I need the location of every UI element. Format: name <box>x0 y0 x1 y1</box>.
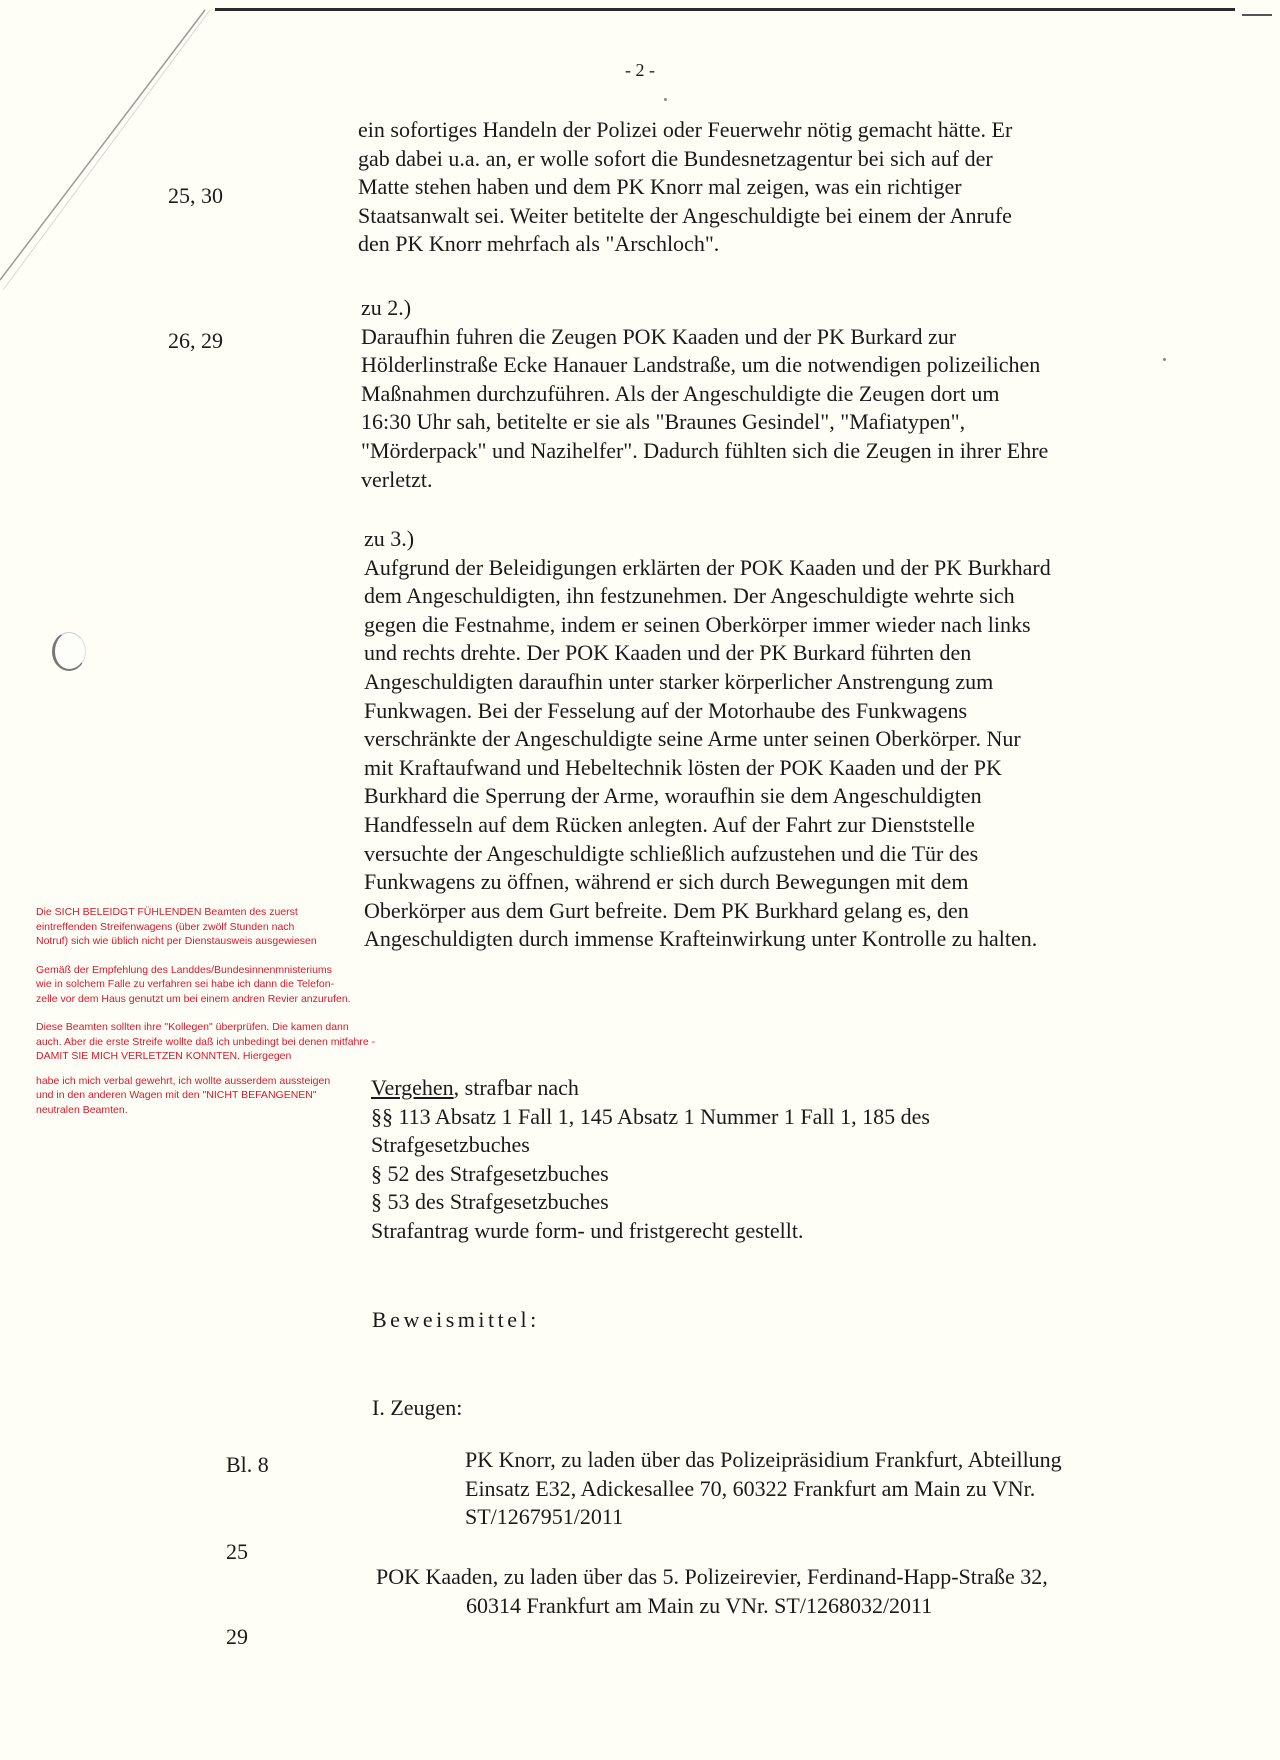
text-line: § 53 des Strafgesetzbuches <box>371 1189 609 1215</box>
text-line: Strafgesetzbuches <box>371 1132 530 1158</box>
text-line: 60314 Frankfurt am Main zu VNr. ST/1268032/2011 <box>466 1592 933 1618</box>
witness-entry <box>376 1563 1048 1620</box>
text-line: Handfesseln auf dem Rücken anlegten. Auf der Fahrt zur Dienststelle <box>364 811 975 837</box>
text-line: Maßnahmen durchzuführen. Als der Angeschuldigte die Zeugen dort um <box>361 380 1000 406</box>
text-line: und rechts drehte. Der POK Kaaden und der PK Burkard führten den <box>364 640 972 666</box>
red-annotation <box>36 905 376 1117</box>
text-line: §§ 113 Absatz 1 Fall 1, 145 Absatz 1 Nummer 1 Fall 1, 185 des <box>371 1103 930 1129</box>
section-heading: zu 2.) <box>361 295 412 320</box>
section-1-text <box>358 116 1012 259</box>
margin-reference: 25, 30 <box>168 183 223 208</box>
text-line: 16:30 Uhr sah, betitelte er sie als "Braunes Gesindel", "Mafiatypen", <box>361 409 966 435</box>
text-line: Burkhard die Sperrung der Arme, woraufhin sie dem Angeschuldigten <box>364 783 982 809</box>
scan-speck <box>1163 358 1166 361</box>
annotation-line: zelle vor dem Haus genutzt um bei einem andren Revier anzurufen. <box>36 992 351 1005</box>
annotation-line: Diese Beamten sollten ihre "Kollegen" überprüfen. Die kamen dann <box>36 1021 349 1033</box>
text-line: Funkwagens zu öffnen, während er sich durch Bewegungen mit dem <box>364 869 969 895</box>
margin-reference: 26, 29 <box>168 328 223 353</box>
text-line: verschränkte der Angeschuldigte seine Arme unter seinen Oberkörper. Nur <box>364 726 1021 752</box>
annotation-line: habe ich mich verbal gewehrt, ich wollte ausserdem aussteigen <box>36 1074 331 1087</box>
scan-edge-right <box>1242 14 1272 16</box>
text-line: "Mörderpack" und Nazihelfer". Dadurch fühlten sich die Zeugen in ihrer Ehre <box>361 437 1049 463</box>
annotation-line: DAMIT SIE MICH VERLETZEN KONNTEN. Hiergegen <box>36 1050 292 1062</box>
text-line: verletzt. <box>361 466 433 492</box>
beweismittel-heading: Beweismittel: <box>372 1307 540 1332</box>
margin-reference: 29 <box>226 1624 248 1649</box>
vergehen-term: Vergehen <box>371 1075 454 1100</box>
annotation-line: Gemäß der Empfehlung des Landdes/Bundesinnenmnisteriums <box>36 963 332 976</box>
witness-reference: Bl. 8 <box>226 1452 269 1477</box>
annotation-line: Die SICH BELEIDGT FÜHLENDEN Beamten des zuerst <box>36 906 298 918</box>
text-line: Angeschuldigten daraufhin unter starker körperlicher Anstrengung zum <box>364 668 994 694</box>
witness-reference: 25 <box>226 1539 248 1564</box>
annotation-line: wie in solchem Falle zu verfahren sei habe ich dann die Telefon- <box>36 978 335 990</box>
text-line: Matte stehen haben und dem PK Knorr mal zeigen, was ein richtiger <box>358 174 962 200</box>
section-3-text <box>364 525 1051 954</box>
text-line: den PK Knorr mehrfach als "Arschloch". <box>358 231 720 257</box>
zeugen-heading: I. Zeugen: <box>372 1395 463 1420</box>
legal-block <box>371 1074 930 1246</box>
text-line: gegen die Festnahme, indem er seinen Oberkörper immer wieder nach links <box>364 611 1031 637</box>
text-line: versuchte der Angeschuldigte schließlich aufzustehen und die Tür des <box>364 840 979 866</box>
annotation-line: neutralen Beamten. <box>36 1103 128 1116</box>
text-line: Hölderlinstraße Ecke Hanauer Landstraße, um die notwendigen polizeilichen <box>361 352 1041 378</box>
text-line: gab dabei u.a. an, er wolle sofort die Bundesnetzagentur bei sich auf der <box>358 145 993 171</box>
text-line: POK Kaaden, zu laden über das 5. Polizeirevier, Ferdinand-Happ-Straße 32, <box>376 1564 1048 1589</box>
text-line: Staatsanwalt sei. Weiter betitelte der Angeschuldigte bei einem der Anrufe <box>358 202 1012 228</box>
scan-speck <box>664 98 667 101</box>
vergehen-rest: , strafbar nach <box>453 1075 579 1100</box>
witness-entry <box>465 1446 1062 1532</box>
text-line: Angeschuldigten durch immense Krafteinwirkung unter Kontrolle zu halten. <box>364 926 1038 952</box>
text-line: Funkwagen. Bei der Fesselung auf der Motorhaube des Funkwagens <box>364 697 968 723</box>
text-line: mit Kraftaufwand und Hebeltechnik lösten der POK Kaaden und der PK <box>364 754 1002 780</box>
text-line: Daraufhin fuhren die Zeugen POK Kaaden und der PK Burkard zur <box>361 323 957 349</box>
text-line: dem Angeschuldigten, ihn festzunehmen. Der Angeschuldigte wehrte sich <box>364 583 1015 609</box>
punch-hole <box>52 632 86 671</box>
section-heading: zu 3.) <box>364 526 415 551</box>
text-line: PK Knorr, zu laden über das Polizeipräsidium Frankfurt, Abteillung <box>465 1447 1062 1472</box>
annotation-line: und in den anderen Wagen mit den "NICHT BEFANGENEN" <box>36 1089 317 1101</box>
text-line: Oberkörper aus dem Gurt befreite. Dem PK Burkhard gelang es, den <box>364 897 969 923</box>
section-2-text <box>361 294 1048 494</box>
annotation-line: Notruf) sich wie üblich nicht per Dienstausweis ausgewiesen <box>36 935 317 947</box>
text-line: ST/1267951/2011 <box>465 1504 624 1530</box>
text-line: § 52 des Strafgesetzbuches <box>371 1160 609 1186</box>
annotation-line: eintreffenden Streifenwagens (über zwölf Stunden nach <box>36 920 295 933</box>
corner-fold-shadow <box>0 0 230 300</box>
text-line: Strafantrag wurde form- und fristgerecht gestellt. <box>371 1217 804 1243</box>
text-line: Aufgrund der Beleidigungen erklärten der POK Kaaden und der PK Burkhard <box>364 554 1051 580</box>
page-number: - 2 - <box>625 60 655 80</box>
annotation-line: auch. Aber die erste Streife wollte daß ich unbedingt bei denen mitfahre - <box>36 1035 376 1048</box>
text-line: ein sofortiges Handeln der Polizei oder Feuerwehr nötig gemacht hätte. Er <box>358 117 1013 142</box>
scan-edge-top <box>215 8 1235 11</box>
text-line: Einsatz E32, Adickesallee 70, 60322 Frankfurt am Main zu VNr. <box>465 1475 1036 1501</box>
vergehen-line <box>371 1074 930 1103</box>
